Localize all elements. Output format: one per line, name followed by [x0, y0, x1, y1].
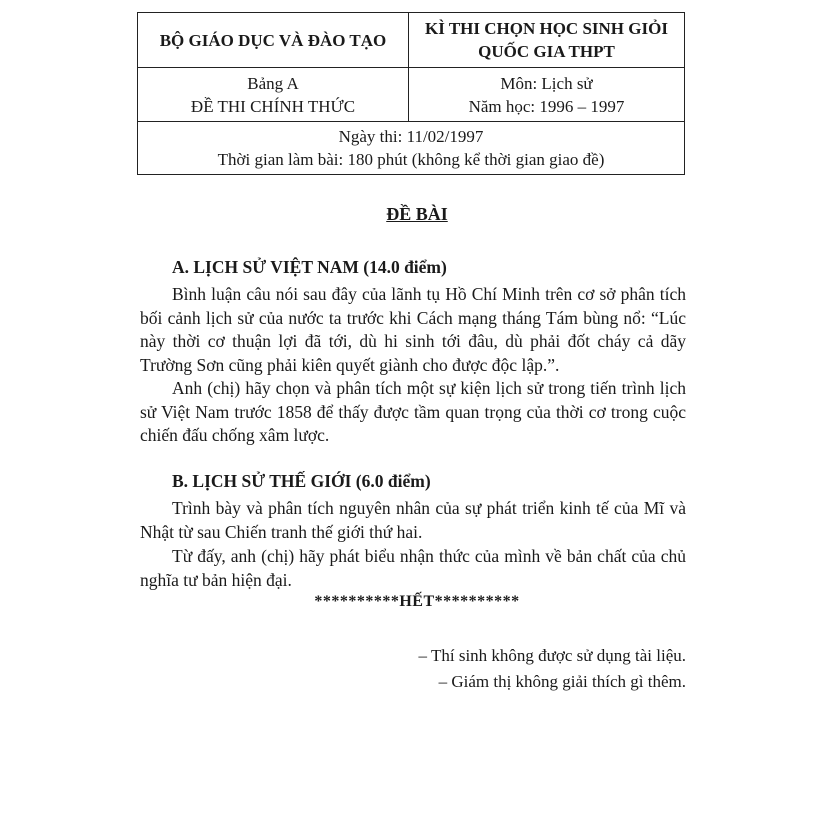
exam-name: [409, 13, 685, 68]
note-no-explanation: – Giám thị không giải thích gì thêm.: [438, 672, 686, 691]
section-a-question-2: Anh (chị) hãy chọn và phân tích một sự kiện lịch sử trong tiến trình lịch sử Việt Nam trước 1858 để thấy được tầm quan trọng của thời cơ trong cuộc chiến đấu chống xâm lược.: [140, 378, 686, 445]
exam-name-line2: QUỐC GIA THPT: [478, 42, 615, 61]
exam-name-line1: KÌ THI CHỌN HỌC SINH GIỎI: [425, 19, 668, 38]
exam-duration: Thời gian làm bài: 180 phút (không kể thời gian giao đề): [217, 150, 605, 169]
school-year-label: Năm học: 1996 – 1997: [468, 96, 625, 116]
subject-label: Môn: Lịch sử: [500, 73, 593, 93]
note-no-materials: – Thí sinh không được sử dụng tài liệu.: [418, 646, 686, 665]
page-title: ĐỀ BÀI: [386, 204, 448, 224]
subject-info: [409, 68, 685, 122]
section-b-question-1: Trình bày và phân tích nguyên nhân của sự phát triển kinh tế của Mĩ và Nhật từ sau Chiến tranh thế giới thứ hai.: [140, 498, 686, 542]
section-a-question-1: Bình luận câu nói sau đây của lãnh tụ Hồ Chí Minh trên cơ sở phân tích bối cảnh lịch sử của nước ta trước khi Cách mạng tháng Tám bùng nổ: “Lúc này thời cơ thuận lợi đã tới, dù hi sinh tới đâu, dù phải đốt cháy cả dãy Trường Sơn cũng phải kiên quyết giành cho được độc lập.”.: [140, 284, 686, 375]
official-label: ĐỀ THI CHÍNH THỨC: [190, 96, 356, 116]
section-a-heading: A. LỊCH SỬ VIỆT NAM (14.0 điểm): [172, 257, 447, 277]
exam-header-table: [137, 12, 685, 175]
exam-date: Ngày thi: 11/02/1997: [338, 127, 484, 146]
board-label: Bảng A: [247, 73, 299, 93]
section-b-question-2: Từ đấy, anh (chị) hãy phát biểu nhận thức của mình về bản chất của chủ nghĩa tư bản hiện đại.: [140, 546, 686, 590]
board-info: [138, 68, 409, 122]
ministry-name: BỘ GIÁO DỤC VÀ ĐÀO TẠO: [138, 13, 409, 68]
section-b-heading: B. LỊCH SỬ THẾ GIỚI (6.0 điểm): [172, 471, 431, 491]
end-marker: **********HẾT**********: [314, 593, 520, 610]
exam-time-info: [138, 122, 685, 175]
